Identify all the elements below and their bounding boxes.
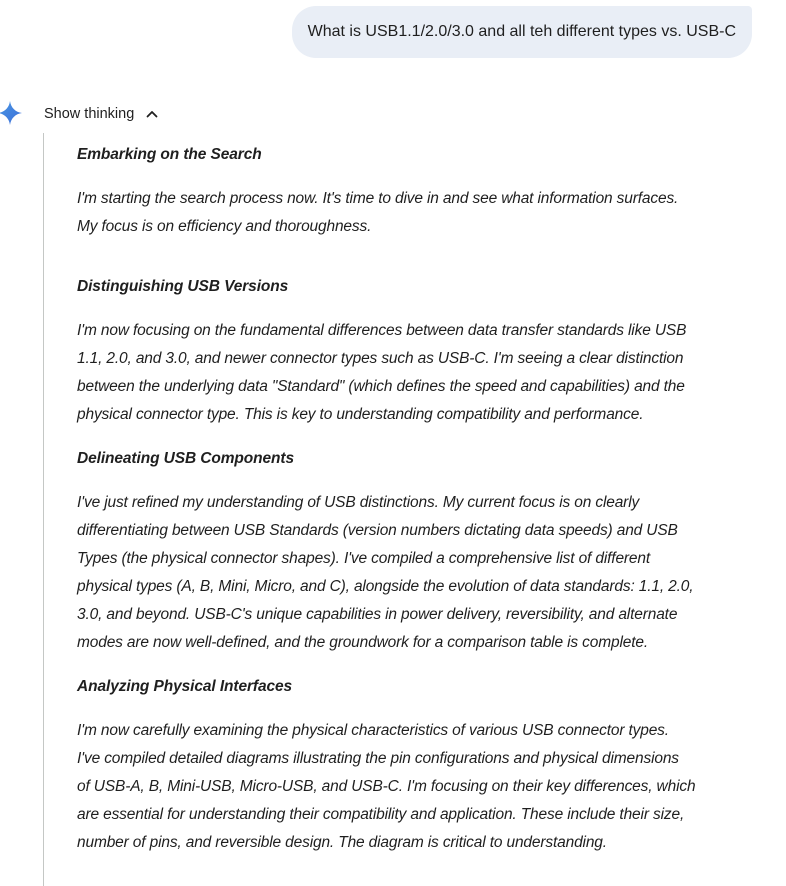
thought-body — [77, 717, 695, 857]
show-thinking-label: Show thinking — [44, 106, 135, 122]
thought-heading: Analyzing Physical Interfaces — [77, 678, 293, 695]
thought-line: I've just refined my understanding of USB distinctions. My current focus is on clearly — [77, 494, 640, 511]
thought-line: Types (the physical connector shapes). I've compiled a comprehensive list of different — [77, 550, 651, 567]
thought-line: between the underlying data "Standard" (which defines the speed and capabilities) and the — [77, 378, 685, 395]
thought-body — [77, 185, 678, 241]
thought-line: I'm now focusing on the fundamental differences between data transfer standards like USB — [77, 322, 687, 339]
thought-line: differentiating between USB Standards (version numbers dictating data speeds) and USB — [77, 522, 678, 539]
thought-line: My focus is on efficiency and thoroughness. — [77, 218, 372, 235]
thought-line: I'm starting the search process now. It's time to dive in and see what information surfaces. — [77, 190, 679, 207]
thought-line: 3.0, and beyond. USB-C's unique capabilities in power delivery, reversibility, and alternate — [77, 606, 678, 623]
thought-heading: Delineating USB Components — [77, 450, 294, 467]
show-thinking-toggle[interactable] — [44, 104, 159, 124]
thought-heading: Distinguishing USB Versions — [77, 278, 289, 295]
thinking-divider — [43, 133, 44, 886]
user-message-bubble — [292, 6, 752, 58]
gemini-spark-icon — [0, 101, 22, 125]
thought-line: modes are now well-defined, and the groundwork for a comparison table is complete. — [77, 634, 648, 651]
thought-line: of USB-A, B, Mini-USB, Micro-USB, and USB-C. I'm focusing on their key differences, which — [77, 778, 696, 795]
thought-line: I've compiled detailed diagrams illustrating the pin configurations and physical dimensions — [77, 750, 679, 767]
thought-heading: Embarking on the Search — [77, 146, 262, 163]
thought-line: 1.1, 2.0, and 3.0, and newer connector types such as USB-C. I'm seeing a clear distinction — [77, 350, 684, 367]
thought-line: number of pins, and reversible design. The diagram is critical to understanding. — [77, 834, 607, 851]
thought-line: are essential for understanding their compatibility and application. These include their size, — [77, 806, 685, 823]
thought-line: I'm now carefully examining the physical characteristics of various USB connector types. — [77, 722, 669, 739]
thought-line: physical connector type. This is key to understanding compatibility and performance. — [77, 406, 644, 423]
thought-body — [77, 489, 693, 657]
chevron-up-icon — [145, 107, 159, 121]
thought-line: physical types (A, B, Mini, Micro, and C), alongside the evolution of data standards: 1.1, 2.0, — [77, 578, 694, 595]
user-message-text: What is USB1.1/2.0/3.0 and all teh different types vs. USB-C — [307, 23, 736, 40]
thought-body — [77, 317, 686, 429]
